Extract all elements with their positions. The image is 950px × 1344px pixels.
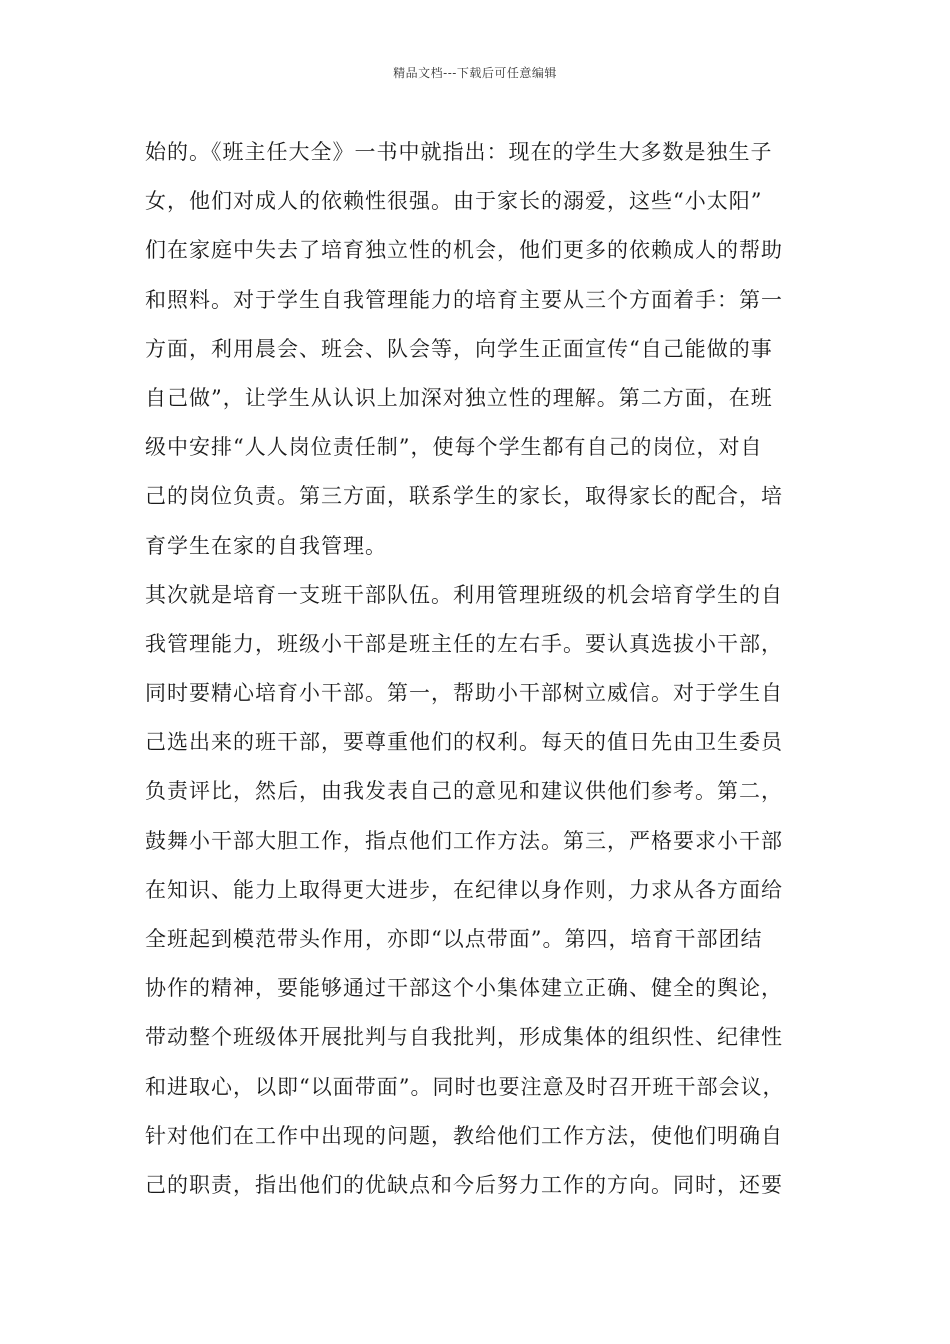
- text-line: 鼓舞小干部大胆工作，指点他们工作方法。第三，严格要求小干部: [145, 828, 783, 853]
- text-line: 我管理能力，班级小干部是班主任的左右手。要认真选拔小干部，: [145, 631, 783, 656]
- text-line: 全班起到模范带头作用，亦即“以点带面”。第四，培育干部团结: [145, 927, 763, 951]
- text-line: 和照料。对于学生自我管理能力的培育主要从三个方面着手：第一: [145, 287, 783, 312]
- text-line: 始的。《班主任大全》一书中就指出：现在的学生大多数是独生子: [145, 140, 773, 164]
- text-line: 同时要精心培育小干部。第一，帮助小干部树立威信。对于学生自: [145, 681, 783, 706]
- text-line: 育学生在家的自我管理。: [145, 533, 387, 558]
- text-line: 己的职责，指出他们的优缺点和今后努力工作的方向。同时，还要: [145, 1172, 783, 1197]
- text-line: 女，他们对成人的依赖性很强。由于家长的溺爱，这些“小太阳”: [145, 189, 763, 214]
- text-line: 和进取心，以即“以面带面”。同时也要注意及时召开班干部会议，: [145, 1074, 785, 1099]
- text-line: 协作的精神，要能够通过干部这个小集体建立正确、健全的舆论，: [145, 976, 783, 1001]
- text-line: 其次就是培育一支班干部队伍。利用管理班级的机会培育学生的自: [145, 582, 783, 607]
- text-line: 针对他们在工作中出现的问题，教给他们工作方法，使他们明确自: [145, 1123, 783, 1148]
- text-line: 自己做”，让学生从认识上加深对独立性的理解。第二方面，在班: [145, 385, 773, 410]
- text-line: 己的岗位负责。第三方面，联系学生的家长，取得家长的配合，培: [145, 484, 783, 509]
- text-line: 们在家庭中失去了培育独立性的机会，他们更多的依赖成人的帮助: [145, 238, 783, 263]
- text-line: 己选出来的班干部，要尊重他们的权利。每天的值日先由卫生委员: [145, 730, 783, 755]
- text-line: 在知识、能力上取得更大进步，在纪律以身作则，力求从各方面给: [145, 877, 783, 902]
- text-line: 级中安排“人人岗位责任制”，使每个学生都有自己的岗位，对自: [145, 435, 763, 460]
- body-text: [145, 128, 845, 1210]
- page-header: 精品文档---下载后可任意编辑: [393, 66, 557, 80]
- text-line: 负责评比，然后，由我发表自己的意见和建议供他们参考。第二，: [145, 779, 783, 804]
- text-line: 带动整个班级体开展批判与自我批判，形成集体的组织性、纪律性: [145, 1025, 783, 1050]
- text-line: 方面，利用晨会、班会、队会等，向学生正面宣传“自己能做的事: [145, 336, 773, 361]
